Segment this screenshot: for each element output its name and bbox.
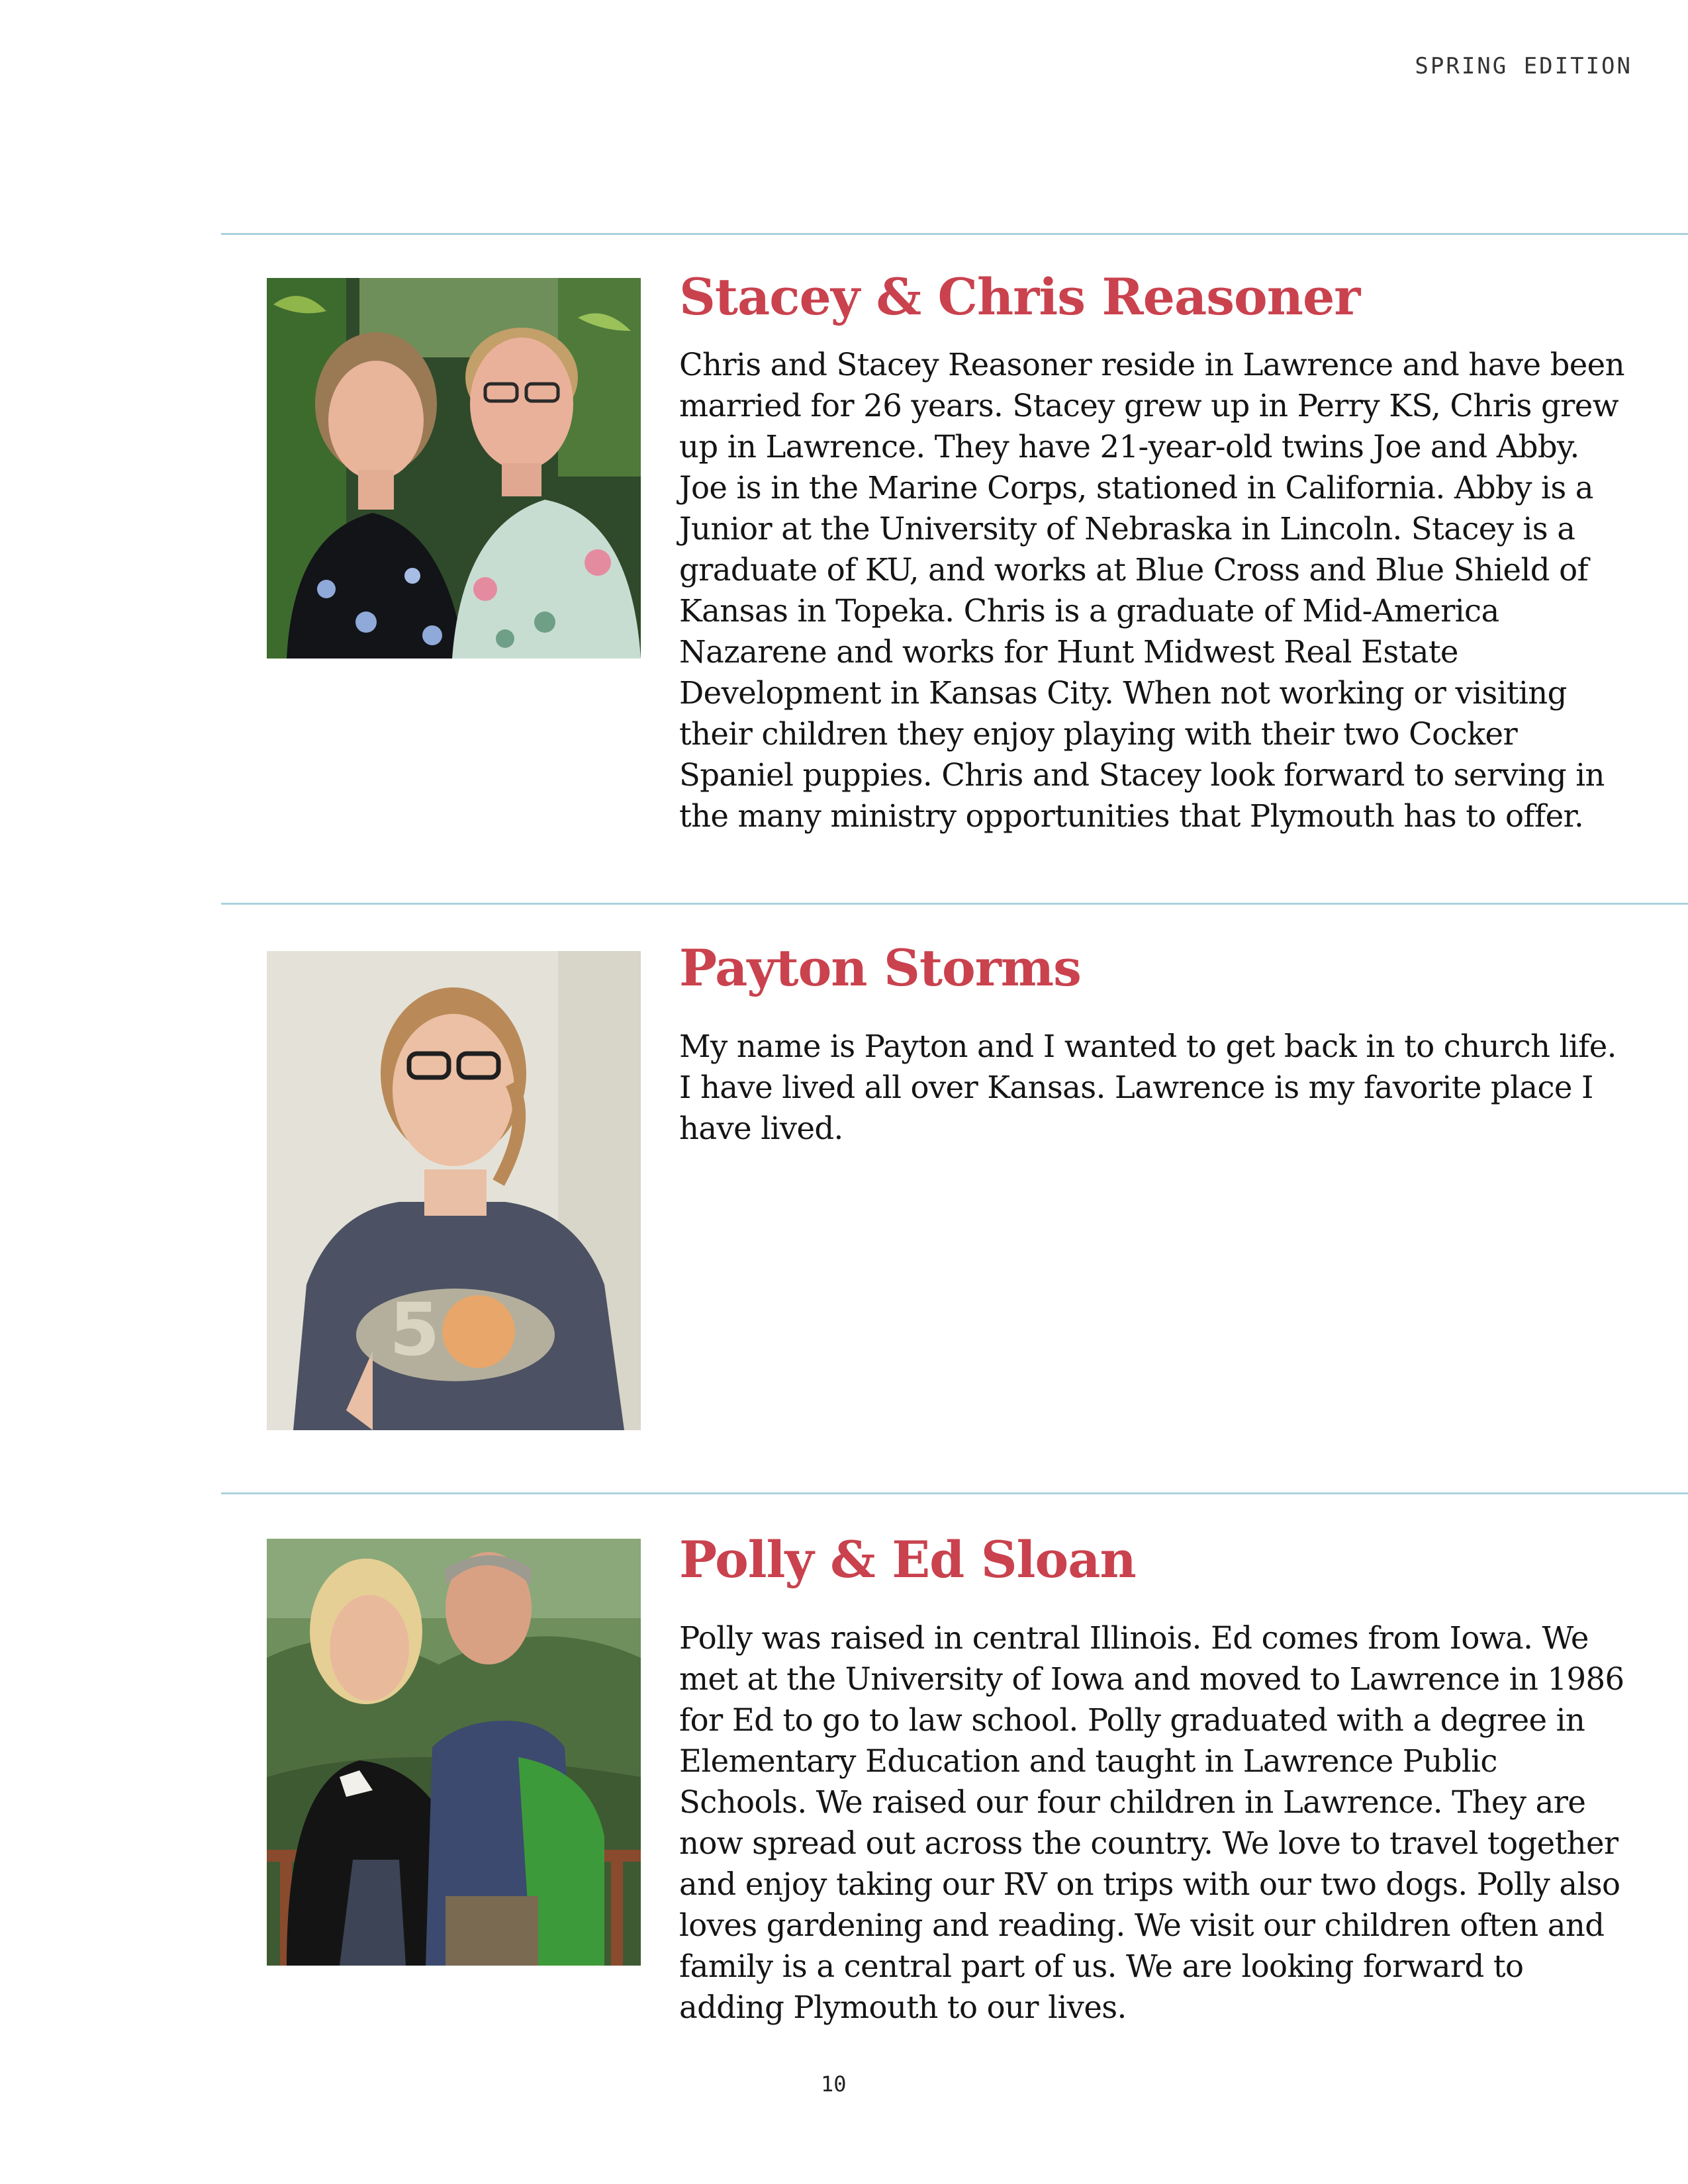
- section-divider: [221, 233, 1688, 235]
- edition-label: SPRING EDITION: [1415, 53, 1632, 79]
- profile-name-storms: Payton Storms: [679, 938, 1081, 997]
- svg-text:5: 5: [389, 1287, 440, 1372]
- couple-photo-reasoner: [267, 278, 641, 659]
- section-divider: [221, 903, 1688, 905]
- profile-bio-sloan: Polly was raised in central Illinois. Ed comes from Iowa. We met at the University of Iowa and moved to Lawrence in 1986 for Ed to go to law school. Polly graduated with a degree in Elementary Education and taught in Lawrence Public Schools. We raised our four children in Lawrence. They are now spread out across the country. We love to travel together and enjoy taking our RV on trips with our two dogs. Polly also loves gardening and reading. We visit our children often and family is a central part of us. We are looking forward to adding Plymouth to our lives.: [679, 1620, 1624, 2025]
- couple-photo-sloan: [267, 1539, 641, 1966]
- profile-name-sloan: Polly & Ed Sloan: [679, 1530, 1136, 1589]
- section-divider: [221, 1492, 1688, 1494]
- page-number: 10: [821, 2071, 847, 2097]
- profile-bio-reasoner: Chris and Stacey Reasoner reside in Lawrence and have been married for 26 years. Stacey grew up in Perry KS, Chris grew up in Lawrence. They have 21-year-old twins Joe and Abby. Joe is in the Marine Corps, stationed in California. Abby is a Junior at the University of Nebraska in Lincoln. Stacey is a graduate of KU, and works at Blue Cross and Blue Shield of Kansas in Topeka. Chris is a graduate of Mid-America Nazarene and works for Hunt Midwest Real Estate Development in Kansas City. When not working or visiting their children they enjoy playing with their two Cocker Spaniel puppies. Chris and Stacey look forward to serving in the many ministry opportunities that Plymouth has to offer.: [679, 347, 1624, 834]
- portrait-photo-storms: [267, 951, 641, 1430]
- profile-name-reasoner: Stacey & Chris Reasoner: [679, 267, 1360, 326]
- profile-bio-storms: My name is Payton and I wanted to get back in to church life. I have lived all over Kansas. Lawrence is my favorite place I have lived.: [679, 1028, 1617, 1146]
